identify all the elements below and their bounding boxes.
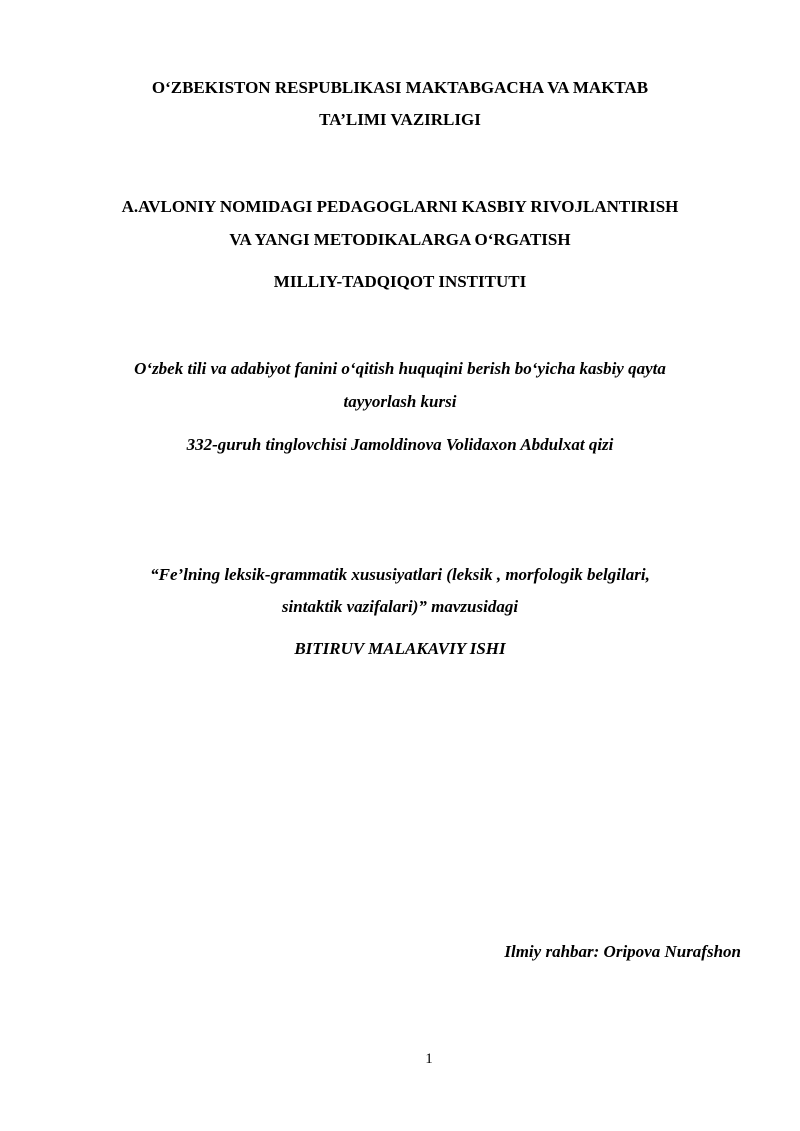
course-title-line-2: tayyorlash kursi — [343, 392, 457, 411]
page-number: 1 — [425, 1051, 433, 1067]
institute-title-line-1: A.AVLONIY NOMIDAGI PEDAGOGLARNI KASBIY RIVOJLANTIRISH — [121, 197, 679, 216]
topic-line-1: “Fe’lning leksik-grammatik xususiyatlari (leksik , morfologik belgilari, — [150, 565, 650, 584]
ministry-title-line-2: TA’LIMI VAZIRLIGI — [319, 110, 481, 129]
institute-title-line-3: MILLIY-TADQIQOT INSTITUTI — [273, 272, 527, 291]
course-title-line-1: O‘zbek tili va adabiyot fanini o‘qitish huquqini berish bo‘yicha kasbiy qayta — [134, 359, 666, 378]
supervisor: Ilmiy rahbar: Oripova Nurafshon — [504, 942, 741, 961]
student-info: 332-guruh tinglovchisi Jamoldinova Volidaxon Abdulxat qizi — [186, 435, 614, 454]
work-type: BITIRUV MALAKAVIY ISHI — [294, 639, 506, 658]
ministry-title-line-1: O‘ZBEKISTON RESPUBLIKASI MAKTABGACHA VA MAKTAB — [151, 78, 649, 97]
topic-line-2: sintaktik vazifalari)” mavzusidagi — [281, 597, 519, 616]
institute-title-line-2: VA YANGI METODIKALARGA O‘RGATISH — [229, 230, 571, 249]
